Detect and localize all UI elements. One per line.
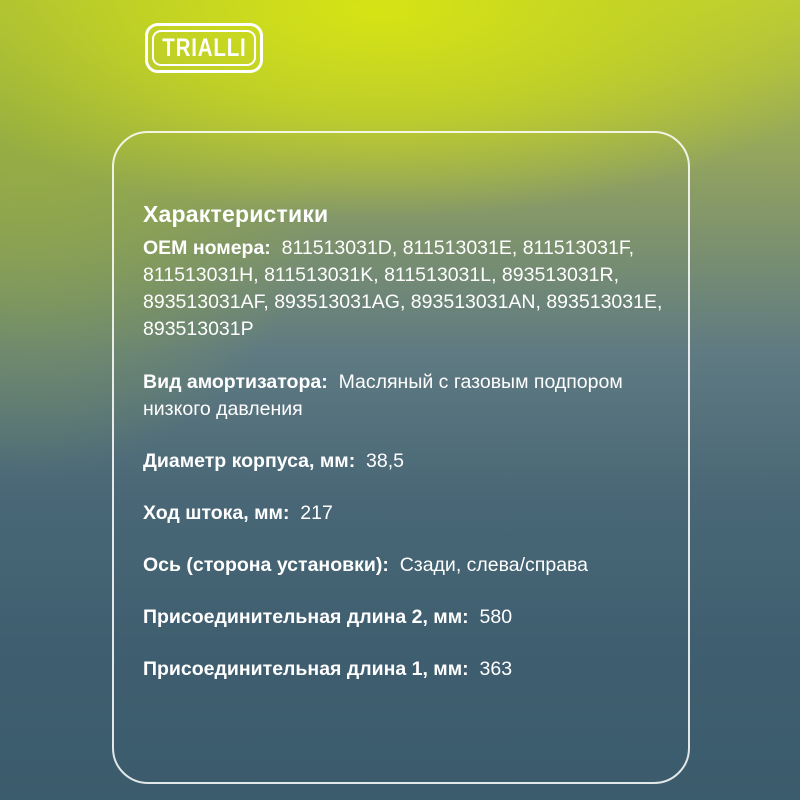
spec-mount-length-2 [143, 604, 663, 631]
specs-heading: Характеристики [143, 201, 329, 227]
spec-axle-side [143, 552, 663, 579]
spec-value: 38,5 [366, 450, 404, 472]
spec-oem-numbers [143, 235, 663, 343]
spec-rod-stroke [143, 500, 663, 527]
spec-body-diameter [143, 448, 663, 475]
trialli-logo [145, 23, 263, 73]
spec-label: Ход штока, мм: [143, 502, 290, 524]
spec-value: 217 [300, 502, 333, 524]
spec-value: Масляный с газовым подпором низкого давления [143, 371, 623, 420]
spec-value: 811513031D, 811513031E, 811513031F, 811513031H, 811513031K, 811513031L, 893513031R, 893513031AF, 893513031AG, 893513031AN, 893513031E, 893513031P [143, 237, 663, 340]
spec-label: OEM номера: [143, 237, 271, 259]
spec-label: Присоединительная длина 1, мм: [143, 658, 469, 680]
spec-value: 363 [479, 658, 513, 680]
spec-label: Ось (сторона установки): [143, 554, 389, 576]
spec-mount-length-1 [143, 656, 663, 683]
specs-content [143, 198, 663, 683]
spec-shock-type [143, 369, 663, 423]
spec-label: Диаметр корпуса, мм: [143, 450, 356, 472]
spec-label: Присоединительная длина 2, мм: [143, 606, 469, 628]
spec-value: Сзади, слева/справа [399, 554, 589, 576]
spec-label: Вид амортизатора: [143, 371, 328, 393]
logo-text: TRIALLI [161, 33, 247, 62]
spec-value: 580 [479, 606, 513, 628]
